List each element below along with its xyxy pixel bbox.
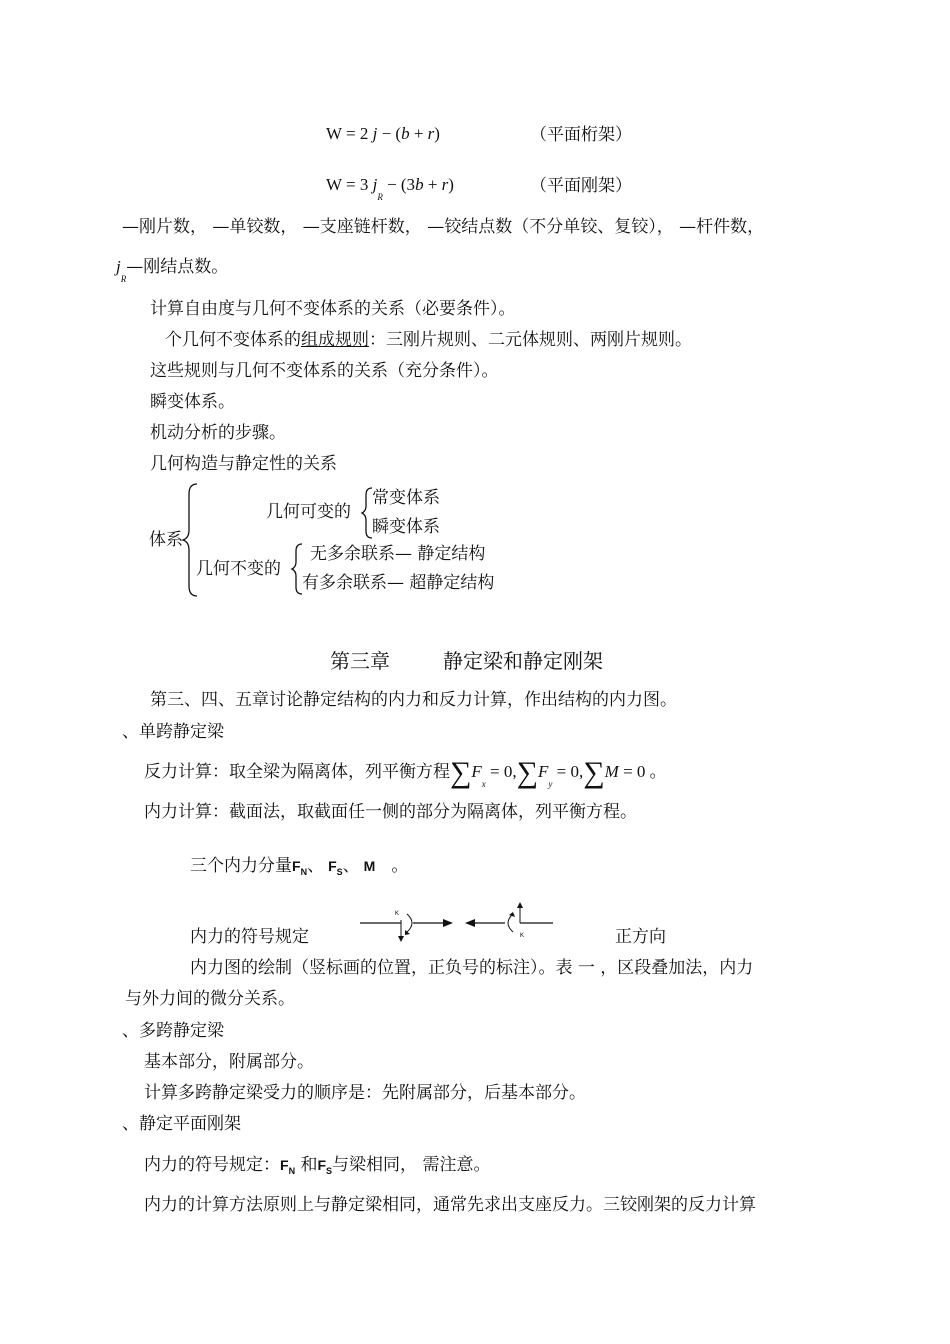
tree-invariant: 几何不变的 [196, 559, 281, 579]
right-moment-arc [508, 914, 513, 932]
right-axial-arrowhead [465, 919, 475, 927]
root-brace [183, 484, 197, 596]
left-moment-arc [407, 914, 412, 932]
tree-variable: 几何可变的 [266, 502, 351, 522]
calculation-order: 计算多跨静定梁受力的顺序是：先附属部分，后基本部分。 [144, 1083, 586, 1103]
tree-variable-child: 常变体系 [372, 488, 440, 508]
k-label-right: K [520, 933, 525, 939]
point-necessary: 计算自由度与几何不变体系的关系（必要条件）。 [150, 299, 516, 319]
frame-formula: W = 3 $j_R - (3b + r)$ [326, 175, 454, 202]
point-relation: 几何构造与静定性的关系 [150, 454, 337, 474]
three-components: 三个内力分量$F_N$、 $F_S$、 M 。 [190, 856, 409, 877]
variable-brace [362, 488, 372, 538]
definitions-line1: —刚片数， —单铰数， —支座链杆数， —铰结点数（不分单铰、复铰）， —杆件数， [122, 217, 765, 237]
frame-label: （平面刚架） [530, 176, 632, 196]
chapter-number: 第三章 [330, 649, 390, 673]
definitions-line2: $j_R—$刚结点数。 [116, 257, 229, 284]
tree-root: 体系 [149, 530, 183, 550]
left-moment-arrowhead [405, 930, 410, 935]
tree-variable-child: 瞬变体系 [372, 517, 440, 537]
frame-calculation-method: 内力的计算方法原则上与静定梁相同，通常先求出支座反力。三铰刚架的反力计算 [144, 1195, 756, 1215]
point-sufficient: 这些规则与几何不变体系的关系（充分条件）。 [150, 361, 499, 381]
truss-label: （平面桁架） [530, 125, 632, 145]
k-label-left: K [395, 911, 400, 917]
classification-braces [0, 0, 950, 620]
internal-force-calculation: 内力计算：截面法，取截面任一侧的部分为隔离体，列平衡方程。 [144, 802, 637, 822]
reaction-calculation: 反力计算：取全梁为隔离体，列平衡方程$\sum F_x = 0,\sum F_y = 0,\sum M = 0$ 。 [144, 756, 667, 789]
left-shear-arrowhead [398, 936, 404, 942]
sign-convention-label: 内力的符号规定 [190, 927, 309, 947]
chapter-title: 静定梁和静定刚架 [443, 649, 603, 673]
truss-formula: W = 2 j − (b + r) [326, 124, 440, 143]
point-steps: 机动分析的步骤。 [150, 423, 286, 443]
frame-sign-convention: 内力的符号规定：$F_N$ 和$F_S$与梁相同， 需注意。 [144, 1155, 491, 1176]
diagram-drawing-line2: 与外力间的微分关系。 [125, 989, 295, 1009]
point-instantaneous: 瞬变体系。 [150, 392, 235, 412]
basic-attached-parts: 基本部分，附属部分。 [144, 1052, 314, 1072]
section-single-span: 、单跨静定梁 [122, 722, 224, 742]
right-shear-arrowhead [517, 902, 523, 908]
left-axial-arrowhead [443, 919, 453, 927]
positive-direction: 正方向 [615, 927, 666, 947]
right-moment-arrowhead [509, 912, 515, 917]
diagram-drawing-line1: 内力图的绘制（竖标画的位置，正负号的标注）。表 一 ，区段叠加法，内力 [190, 958, 754, 978]
section-plane-frame: 、静定平面刚架 [122, 1114, 241, 1134]
section-multi-span: 、多跨静定梁 [122, 1021, 224, 1041]
point-rules: 个几何不变体系的组成规则：三刚片规则、二元体规则、两刚片规则。 [165, 330, 692, 350]
tree-invariant-child: 无多余联系— 静定结构 [310, 544, 486, 564]
tree-invariant-child: 有多余联系— 超静定结构 [302, 573, 495, 593]
sign-convention-diagram [355, 900, 565, 946]
invariant-brace [292, 544, 302, 594]
chapter-intro: 第三、四、五章讨论静定结构的内力和反力计算，作出结构的内力图。 [150, 690, 677, 710]
